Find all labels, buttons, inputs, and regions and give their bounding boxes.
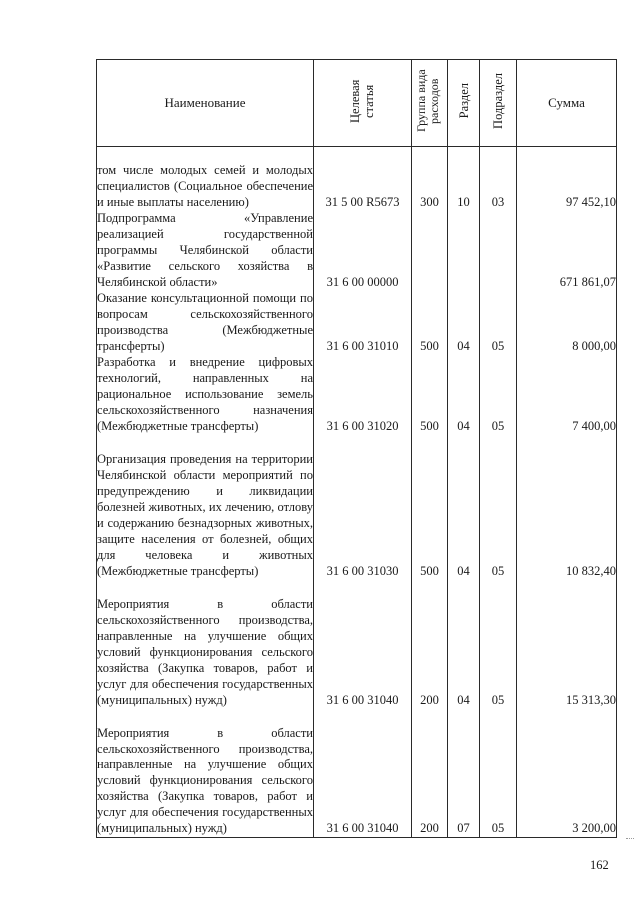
- row-expense-group: 500: [412, 355, 448, 435]
- header-section-cell: [448, 60, 480, 147]
- row-subsection: 05: [480, 435, 517, 580]
- row-name: Мероприятия в области сельскохозяйственного производства, направленные на улучшение общих условий функционирования сельского хозяйства (Закупка товаров, работ и услуг для обеспечения государственных (муниципальных) нужд): [97, 580, 314, 709]
- header-expense-group: Группа вида расходов: [413, 69, 441, 132]
- table-row: [97, 709, 617, 838]
- row-target-article: 31 6 00 00000: [314, 211, 412, 291]
- row-subsection: 05: [480, 580, 517, 709]
- header-sum: Сумма: [517, 60, 617, 147]
- row-section: 04: [448, 580, 480, 709]
- header-target-article-cell: [314, 60, 412, 147]
- row-sum: 97 452,10: [517, 147, 617, 211]
- row-name: Организация проведения на территории Челябинской области мероприятий по предупреждению и ликвидации болезней животных, их лечению, отлову и содержанию безнадзорных животных, защите населения от болезней, общих для человека и животных (Межбюджетные трансферты): [97, 435, 314, 580]
- row-section: 07: [448, 709, 480, 838]
- row-subsection: 03: [480, 147, 517, 211]
- budget-table: [96, 59, 617, 838]
- table-row: [97, 435, 617, 580]
- table-row: [97, 211, 617, 291]
- row-expense-group: 500: [412, 291, 448, 355]
- row-target-article: 31 6 00 31040: [314, 580, 412, 709]
- row-section: 04: [448, 291, 480, 355]
- row-section: 04: [448, 435, 480, 580]
- row-name: Подпрограмма «Управление реализацией государственной программы Челябинской области «Развитие сельского хозяйства в Челябинской области»: [97, 210, 313, 289]
- row-sum: 671 861,07: [517, 211, 617, 291]
- row-name: Мероприятия в области сельскохозяйственного производства, направленные на улучшение общих условий функционирования сельского хозяйства (Закупка товаров, работ и услуг для обеспечения государственных (муниципальных) нужд): [97, 709, 314, 838]
- table-row: [97, 355, 617, 435]
- header-expense-group-cell: [412, 60, 448, 147]
- header-name: Наименование: [97, 60, 314, 147]
- row-name: Оказание консультационной помощи по вопросам сельскохозяйственного производства (Межбюджетные трансферты): [97, 290, 313, 353]
- header-section: Раздел: [456, 82, 471, 119]
- row-section: 10: [448, 147, 480, 211]
- row-expense-group: 300: [412, 147, 448, 211]
- row-sum: 10 832,40: [517, 435, 617, 580]
- header-target-article: Целевая статья: [347, 78, 376, 123]
- row-target-article: 31 5 00 R5673: [314, 147, 412, 211]
- scan-edge-mark: [626, 838, 634, 839]
- header-subsection-cell: [480, 60, 517, 147]
- table-row: [97, 291, 617, 355]
- row-sum: 15 313,30: [517, 580, 617, 709]
- row-sum: 3 200,00: [517, 709, 617, 838]
- page-number: 162: [590, 858, 609, 872]
- header-subsection: Подраздел: [491, 72, 505, 129]
- row-expense-group: [412, 211, 448, 291]
- row-section: [448, 211, 480, 291]
- row-target-article: 31 6 00 31030: [314, 435, 412, 580]
- row-target-article: 31 6 00 31010: [314, 291, 412, 355]
- row-subsection: 05: [480, 291, 517, 355]
- row-target-article: 31 6 00 31020: [314, 355, 412, 435]
- row-expense-group: 200: [412, 709, 448, 838]
- row-sum: 7 400,00: [517, 355, 617, 435]
- row-sum: 8 000,00: [517, 291, 617, 355]
- row-subsection: [480, 211, 517, 291]
- row-name: Разработка и внедрение цифровых технологий, направленных на рациональное использование земель сельскохозяйственного назначения (Межбюджетные трансферты): [97, 354, 313, 433]
- row-expense-group: 200: [412, 580, 448, 709]
- row-subsection: 05: [480, 709, 517, 838]
- row-section: 04: [448, 355, 480, 435]
- row-name: том числе молодых семей и молодых специалистов (Социальное обеспечение и иные выплаты населению): [97, 147, 314, 211]
- table-header-row: [97, 60, 617, 147]
- table-row: [97, 580, 617, 709]
- row-subsection: 05: [480, 355, 517, 435]
- row-expense-group: 500: [412, 435, 448, 580]
- table-row: [97, 147, 617, 211]
- row-target-article: 31 6 00 31040: [314, 709, 412, 838]
